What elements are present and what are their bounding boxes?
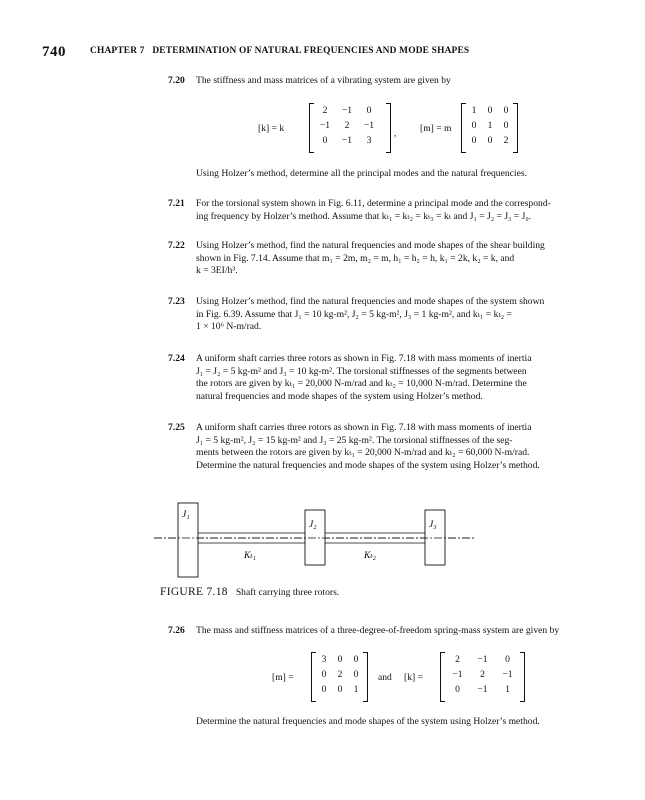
problem-text: ments between the rotors are given by kₜ₁ = 20,000 N-m/rad and kₜ₂ = 60,000 N-m/rad. xyxy=(196,447,530,458)
label-j3: J₃ xyxy=(429,520,437,530)
problem-text: A uniform shaft carries three rotors as shown in Fig. 7.18 with mass moments of inertia xyxy=(196,353,532,364)
bracket-right xyxy=(386,103,391,153)
matrix-entry: 0 xyxy=(505,654,510,665)
problem-text: natural frequencies and mode shapes of the system using Holzer’s method. xyxy=(196,390,483,402)
matrix-entry: 1 xyxy=(353,684,359,695)
bracket-right xyxy=(520,652,525,702)
problem-text: For the torsional system shown in Fig. 6.11, determine a principal mode and the correspond- xyxy=(196,198,551,209)
figure-caption-text: Shaft carrying three rotors. xyxy=(235,587,340,598)
matrix-entry: 3 xyxy=(321,654,327,665)
matrix-entry: −1 xyxy=(341,135,353,146)
rotor-j2 xyxy=(305,510,325,565)
matrix-entry: −1 xyxy=(477,684,488,695)
problem-7-26-after: Determine the natural frequencies and mode shapes of the system using Holzer’s method. xyxy=(196,716,540,727)
matrix-entry: −1 xyxy=(452,669,463,680)
problem-7-21 xyxy=(168,198,551,223)
mass-matrix xyxy=(316,652,366,697)
problem-7-22 xyxy=(168,240,545,278)
matrix-entry: 0 xyxy=(487,135,493,146)
chapter-title: DETERMINATION OF NATURAL FREQUENCIES AND MODE SHAPES xyxy=(152,46,470,56)
problem-text: The stiffness and mass matrices of a vibrating system are given by xyxy=(196,75,451,86)
problem-number: 7.21 xyxy=(168,198,185,209)
matrix-entry: 0 xyxy=(471,120,477,131)
problem-7-25 xyxy=(168,422,540,472)
matrix-entry: 2 xyxy=(344,120,350,131)
matrix-entry: 2 xyxy=(503,135,509,146)
matrix-entry: 0 xyxy=(487,105,493,116)
problem-text: the rotors are given by kₜ₁ = 20,000 N-m/rad and kₜ₂ = 10,000 N-m/rad. Determine the xyxy=(196,378,527,389)
problem-text: k = 3EI/h³. xyxy=(196,265,238,276)
matrix-entry: 1 xyxy=(505,684,510,695)
problem-7-23 xyxy=(168,296,544,334)
matrix-entry: −1 xyxy=(477,654,488,665)
problem-number: 7.25 xyxy=(168,422,185,433)
k-label: [k] = k xyxy=(258,123,285,134)
problem-text: The mass and stiffness matrices of a three-degree-of-freedom spring-mass system are given by xyxy=(196,625,560,636)
problem-text: Using Holzer’s method, find the natural frequencies and mode shapes of the shear building xyxy=(196,240,545,251)
problem-text: A uniform shaft carries three rotors as shown in Fig. 7.18 with mass moments of inertia xyxy=(196,422,532,433)
matrix-entry: −1 xyxy=(341,105,353,116)
matrix-entry: 1 xyxy=(471,105,477,116)
label-kt2: Kₜ₂ xyxy=(364,551,376,561)
problem-text: 1 × 10⁶ N-m/rad. xyxy=(196,321,262,332)
matrix-entry: 2 xyxy=(322,105,328,116)
comma: , xyxy=(394,128,397,139)
matrix-entry: 0 xyxy=(471,135,477,146)
bracket-right xyxy=(513,103,518,153)
chapter-label: CHAPTER 7 xyxy=(90,46,145,56)
problem-number: 7.26 xyxy=(168,625,185,636)
problem-7-26 xyxy=(168,625,559,638)
matrix-entry: 0 xyxy=(353,654,359,665)
problem-text: shown in Fig. 7.14. Assume that m₁ = 2m, m₂ = m, h₁ = h₂ = h, k₁ = 2k, k₂ = k, and xyxy=(196,252,515,264)
problem-number: 7.24 xyxy=(168,353,185,364)
problem-number: 7.22 xyxy=(168,240,185,251)
rotor-j3 xyxy=(425,510,445,565)
matrix-entry: 0 xyxy=(321,684,327,695)
and-word: and xyxy=(378,672,392,683)
problem-7-24 xyxy=(168,353,531,403)
matrix-entry: 0 xyxy=(337,654,343,665)
mass-matrix xyxy=(466,103,516,148)
figure-label: FIGURE 7.18 xyxy=(160,586,228,598)
matrix-entry: 0 xyxy=(366,105,372,116)
label-j1: J₁ xyxy=(182,510,190,520)
m-label: [m] = xyxy=(272,672,294,683)
problem-text: J₁ = J₂ = 5 kg-m² and J₃ = 10 kg-m². The torsional stiffnesses of the segments between xyxy=(196,365,527,377)
matrix-entry: 0 xyxy=(337,684,343,695)
matrix-entry: 1 xyxy=(487,120,493,131)
matrix-entry: −1 xyxy=(502,669,513,680)
problem-text: ing frequency by Holzer’s method. Assume that kₜ₁ = kₜ₂ = kₜ₃ = kₜ and J₁ = J₂ = J₃ = J₀. xyxy=(196,210,532,222)
matrix-entry: 0 xyxy=(321,669,327,680)
problem-7-20 xyxy=(168,75,451,88)
figure-caption xyxy=(160,586,339,598)
matrix-entry: 2 xyxy=(480,669,485,680)
matrix-entry: −1 xyxy=(319,120,331,131)
problem-7-20-after: Using Holzer’s method, determine all the principal modes and the natural frequencies. xyxy=(196,168,527,179)
page-number: 740 xyxy=(42,44,66,60)
m-label: [m] = m xyxy=(420,123,452,134)
bracket-right xyxy=(363,652,368,702)
problem-text: Using Holzer’s method, find the natural frequencies and mode shapes of the system shown xyxy=(196,296,545,307)
matrix-entry: −1 xyxy=(363,120,375,131)
matrix-entry: 0 xyxy=(503,105,509,116)
problem-text: in Fig. 6.39. Assume that J₁ = 10 kg-m², J₂ = 5 kg-m², J₃ = 1 kg-m², and kₜ₁ = kₜ₂ = xyxy=(196,308,512,320)
problem-number: 7.23 xyxy=(168,296,185,307)
matrix-entry: 0 xyxy=(503,120,509,131)
problem-text: Determine the natural frequencies and mode shapes of the system using Holzer’s method. xyxy=(196,459,540,471)
matrix-entry: 2 xyxy=(337,669,343,680)
problem-text: J₁ = 5 kg-m², J₂ = 15 kg-m² and J₃ = 25 kg-m². The torsional stiffnesses of the seg- xyxy=(196,434,513,446)
label-j2: J₂ xyxy=(309,520,317,530)
matrix-entry: 0 xyxy=(353,669,359,680)
running-header xyxy=(90,46,469,56)
label-kt1: Kₜ₁ xyxy=(244,551,256,561)
matrix-entry: 3 xyxy=(366,135,372,146)
matrix-entry: 0 xyxy=(455,684,460,695)
stiffness-matrix xyxy=(314,103,386,148)
stiffness-matrix xyxy=(445,652,525,697)
problem-number: 7.20 xyxy=(168,75,185,86)
matrix-entry: 0 xyxy=(322,135,328,146)
k-label: [k] = xyxy=(404,672,423,683)
figure-shaft-three-rotors xyxy=(150,495,480,580)
matrix-entry: 2 xyxy=(455,654,460,665)
